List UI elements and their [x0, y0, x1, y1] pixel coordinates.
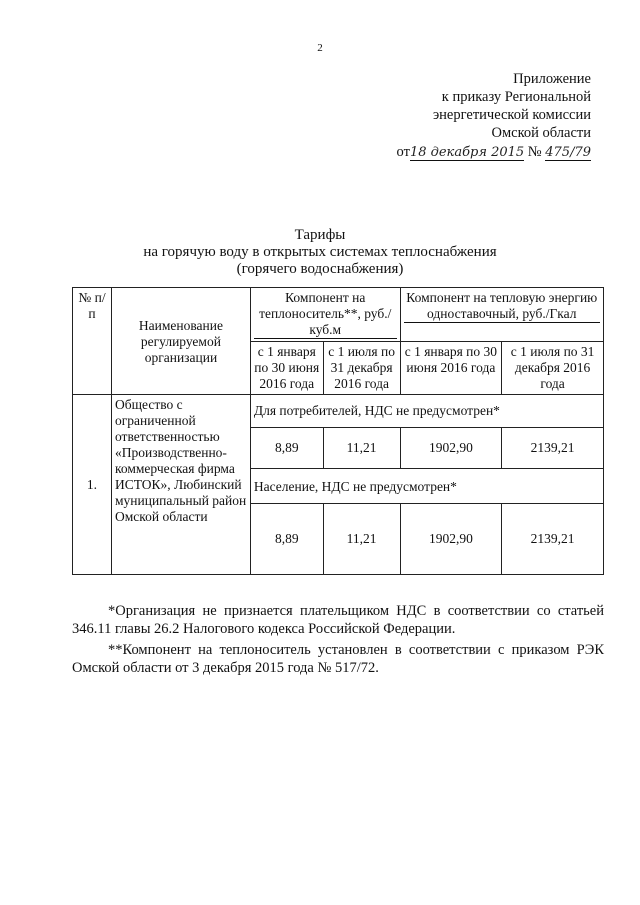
period-cell: с 1 июля по 31 декабря 2016 года	[323, 342, 400, 395]
value-cell: 8,89	[250, 504, 323, 575]
number-prefix: №	[527, 144, 542, 160]
footnote: **Компонент на теплоноситель установлен в соответствии с приказом РЭК Омской области от 3 декабря 2015 года № 517/72.	[72, 642, 604, 676]
title-line: Тарифы	[294, 227, 346, 243]
group-label-row	[73, 395, 604, 428]
tariff-table	[72, 287, 604, 575]
order-date-line	[397, 143, 591, 161]
document-title	[0, 227, 640, 278]
appendix-line: Омской области	[491, 125, 591, 141]
value-cell: 1902,90	[400, 428, 502, 469]
header-num: № п/п	[73, 288, 112, 395]
value-cell: 2139,21	[502, 504, 604, 575]
appendix-block	[397, 70, 591, 161]
title-line: (горячего водоснабжения)	[236, 261, 404, 277]
row-num: 1.	[73, 395, 112, 575]
header-energy	[400, 288, 603, 342]
appendix-line: к приказу Региональной	[441, 89, 591, 105]
period-cell: с 1 января по 30 июня 2016 года	[400, 342, 502, 395]
header-carrier-text: Компонент на теплоноситель**, руб./куб.м	[254, 290, 397, 339]
row-org: Общество с ограниченной ответственностью «Производственно-коммерческая фирма ИСТОК», Любинский муниципальный район Омской области	[111, 395, 250, 575]
period-cell: с 1 января по 30 июня 2016 года	[250, 342, 323, 395]
appendix-line: энергетической комиссии	[432, 107, 591, 123]
value-cell: 2139,21	[502, 428, 604, 469]
value-cell: 11,21	[323, 504, 400, 575]
appendix-line: Приложение	[513, 71, 591, 87]
header-carrier	[250, 288, 400, 342]
title-line: на горячую воду в открытых системах теплоснабжения	[143, 244, 497, 260]
header-energy-text: Компонент на тепловую энергию одноставочный, руб./Гкал	[404, 290, 600, 323]
footnotes	[72, 602, 604, 680]
value-cell: 11,21	[323, 428, 400, 469]
period-cell: с 1 июля по 31 декабря 2016 года	[502, 342, 604, 395]
group-label: Для потребителей, НДС не предусмотрен*	[250, 395, 603, 428]
value-cell: 8,89	[250, 428, 323, 469]
group-label: Население, НДС не предусмотрен*	[250, 469, 603, 504]
page-number: 2	[317, 42, 323, 54]
header-org: Наименование регулируемой организации	[111, 288, 250, 395]
header-row	[73, 288, 604, 342]
value-cell: 1902,90	[400, 504, 502, 575]
handwritten-date: 18 декабря 2015	[409, 145, 525, 160]
handwritten-number: 475/79	[545, 145, 591, 160]
date-prefix: от	[396, 144, 410, 160]
footnote: *Организация не признается плательщиком НДС в соответствии со статьей 346.11 главы 26.2 Налогового кодекса Российской Федерации.	[72, 603, 604, 637]
